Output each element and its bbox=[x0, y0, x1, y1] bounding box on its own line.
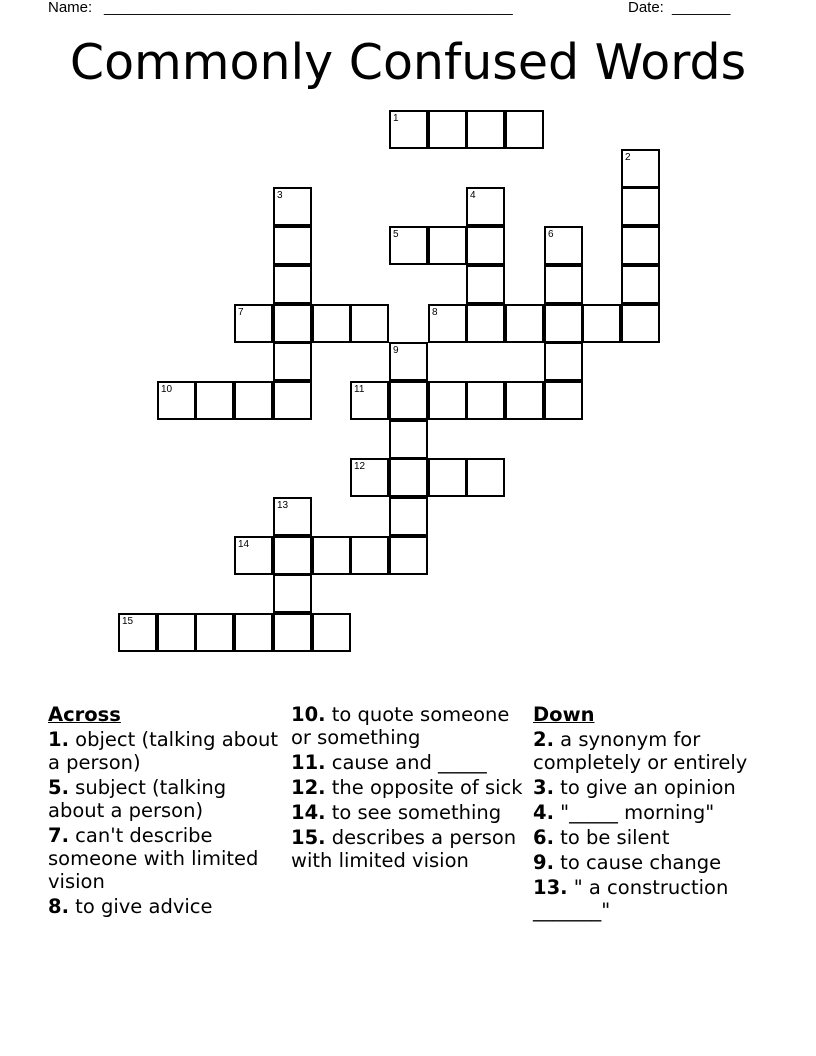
crossword-cell[interactable] bbox=[273, 304, 312, 343]
crossword-cell[interactable] bbox=[234, 381, 273, 420]
crossword-cell[interactable] bbox=[350, 381, 389, 420]
cell-number: 14 bbox=[238, 539, 250, 550]
crossword-cell[interactable] bbox=[273, 574, 312, 613]
crossword-cell[interactable] bbox=[273, 226, 312, 265]
crossword-cell[interactable] bbox=[273, 497, 312, 536]
clue-down bbox=[533, 776, 773, 799]
across-heading: Across bbox=[48, 703, 121, 726]
crossword-cell[interactable] bbox=[428, 458, 467, 497]
cell-number: 4 bbox=[470, 190, 476, 201]
clue-across bbox=[48, 824, 283, 893]
clue-number: 11. bbox=[291, 751, 326, 774]
crossword-cell[interactable] bbox=[466, 110, 505, 149]
crossword-cell[interactable] bbox=[544, 342, 583, 381]
crossword-cell[interactable] bbox=[505, 381, 544, 420]
crossword-cell[interactable] bbox=[428, 381, 467, 420]
crossword-cell[interactable] bbox=[273, 265, 312, 304]
crossword-cell[interactable] bbox=[621, 304, 660, 343]
clue-down bbox=[533, 728, 773, 774]
clue-text: subject (talking about a person) bbox=[48, 776, 227, 822]
crossword-cell[interactable] bbox=[466, 304, 505, 343]
name-line: _________________________________________________ bbox=[104, 0, 513, 16]
clue-text: to cause change bbox=[553, 851, 722, 874]
crossword-cell[interactable] bbox=[621, 265, 660, 304]
crossword-cell[interactable] bbox=[466, 381, 505, 420]
clue-down bbox=[533, 851, 773, 874]
crossword-cell[interactable] bbox=[389, 381, 428, 420]
crossword-cell[interactable] bbox=[389, 226, 428, 265]
clue-number: 6. bbox=[533, 826, 554, 849]
clue-number: 7. bbox=[48, 824, 69, 847]
crossword-cell[interactable] bbox=[428, 110, 467, 149]
cell-number: 2 bbox=[625, 152, 631, 163]
clue-number: 13. bbox=[533, 876, 568, 899]
clue-down bbox=[533, 801, 773, 824]
cell-number: 1 bbox=[393, 113, 399, 124]
across-clues bbox=[48, 703, 283, 920]
clue-number: 9. bbox=[533, 851, 554, 874]
crossword-cell[interactable] bbox=[350, 536, 389, 575]
cell-number: 5 bbox=[393, 229, 399, 240]
clue-number: 3. bbox=[533, 776, 554, 799]
clue-text: "_____ morning" bbox=[553, 801, 715, 824]
crossword-cell[interactable] bbox=[389, 458, 428, 497]
clue-down bbox=[533, 826, 773, 849]
clue-across bbox=[291, 801, 531, 824]
cell-number: 13 bbox=[277, 500, 289, 511]
clue-across bbox=[48, 895, 283, 918]
clue-number: 12. bbox=[291, 776, 326, 799]
clue-text: to quote someone or something bbox=[291, 703, 510, 749]
clue-text: to give advice bbox=[68, 895, 213, 918]
clue-text: cause and _____ bbox=[325, 751, 487, 774]
crossword-cell[interactable] bbox=[389, 420, 428, 459]
crossword-cell[interactable] bbox=[466, 226, 505, 265]
crossword-cell[interactable] bbox=[389, 110, 428, 149]
across-clues-continued bbox=[291, 703, 531, 874]
clue-text: to be silent bbox=[553, 826, 670, 849]
crossword-cell[interactable] bbox=[195, 613, 234, 652]
date-label: Date: bbox=[628, 0, 664, 16]
crossword-cell[interactable] bbox=[234, 536, 273, 575]
cell-number: 6 bbox=[548, 229, 554, 240]
crossword-cell[interactable] bbox=[621, 187, 660, 226]
page-title: Commonly Confused Words bbox=[69, 34, 747, 91]
clue-number: 5. bbox=[48, 776, 69, 799]
cell-number: 9 bbox=[393, 345, 399, 356]
cell-number: 12 bbox=[354, 461, 366, 472]
down-heading: Down bbox=[533, 703, 595, 726]
cell-number: 11 bbox=[354, 384, 365, 395]
crossword-cell[interactable] bbox=[157, 381, 196, 420]
crossword-cell[interactable] bbox=[505, 110, 544, 149]
cell-number: 8 bbox=[432, 307, 438, 318]
clue-number: 2. bbox=[533, 728, 554, 751]
crossword-cell[interactable] bbox=[195, 381, 234, 420]
crossword-cell[interactable] bbox=[544, 265, 583, 304]
crossword-cell[interactable] bbox=[350, 458, 389, 497]
clue-text: to give an opinion bbox=[553, 776, 736, 799]
crossword-cell[interactable] bbox=[350, 304, 389, 343]
cell-number: 15 bbox=[122, 616, 134, 627]
clue-number: 15. bbox=[291, 826, 326, 849]
crossword-cell[interactable] bbox=[118, 613, 157, 652]
crossword-cell[interactable] bbox=[544, 226, 583, 265]
crossword-cell[interactable] bbox=[273, 613, 312, 652]
clue-across bbox=[291, 826, 531, 872]
crossword-cell[interactable] bbox=[273, 187, 312, 226]
clue-text: the opposite of sick bbox=[325, 776, 523, 799]
crossword-cell[interactable] bbox=[428, 226, 467, 265]
cell-number: 10 bbox=[161, 384, 173, 395]
clue-across bbox=[291, 751, 531, 774]
clue-text: describes a person with limited vision bbox=[291, 826, 517, 872]
date-line: _______ bbox=[672, 0, 731, 16]
clue-down bbox=[533, 876, 773, 922]
cell-number: 3 bbox=[277, 190, 283, 201]
cell-number: 7 bbox=[238, 307, 244, 318]
clue-text: object (talking about a person) bbox=[48, 728, 278, 774]
crossword-cell[interactable] bbox=[157, 613, 196, 652]
crossword-cell[interactable] bbox=[621, 149, 660, 188]
crossword-cell[interactable] bbox=[466, 187, 505, 226]
clue-across bbox=[291, 776, 531, 799]
clue-number: 14. bbox=[291, 801, 326, 824]
crossword-cell[interactable] bbox=[389, 497, 428, 536]
crossword-cell[interactable] bbox=[312, 304, 351, 343]
clue-across bbox=[291, 703, 531, 749]
crossword-cell[interactable] bbox=[389, 536, 428, 575]
clue-across bbox=[48, 728, 283, 774]
clue-across bbox=[48, 776, 283, 822]
crossword-cell[interactable] bbox=[234, 613, 273, 652]
crossword-cell[interactable] bbox=[582, 304, 621, 343]
crossword-cell[interactable] bbox=[273, 536, 312, 575]
crossword-cell[interactable] bbox=[312, 536, 351, 575]
crossword-cell[interactable] bbox=[466, 265, 505, 304]
crossword-cell[interactable] bbox=[312, 613, 351, 652]
clue-number: 4. bbox=[533, 801, 554, 824]
clue-text: to see something bbox=[325, 801, 502, 824]
crossword-cell[interactable] bbox=[273, 342, 312, 381]
clue-text: a synonym for completely or entirely bbox=[533, 728, 748, 774]
crossword-cell[interactable] bbox=[621, 226, 660, 265]
crossword-cell[interactable] bbox=[466, 458, 505, 497]
name-label: Name: bbox=[48, 0, 93, 16]
crossword-cell[interactable] bbox=[544, 381, 583, 420]
clue-number: 8. bbox=[48, 895, 69, 918]
clue-number: 10. bbox=[291, 703, 326, 726]
crossword-cell[interactable] bbox=[505, 304, 544, 343]
clue-text: can't describe someone with limited vision bbox=[48, 824, 259, 893]
crossword-cell[interactable] bbox=[428, 304, 467, 343]
clue-number: 1. bbox=[48, 728, 69, 751]
crossword-cell[interactable] bbox=[234, 304, 273, 343]
clue-text: " a construction _______" bbox=[533, 876, 729, 922]
crossword-cell[interactable] bbox=[544, 304, 583, 343]
crossword-cell[interactable] bbox=[273, 381, 312, 420]
crossword-cell[interactable] bbox=[389, 342, 428, 381]
down-clues bbox=[533, 703, 773, 924]
